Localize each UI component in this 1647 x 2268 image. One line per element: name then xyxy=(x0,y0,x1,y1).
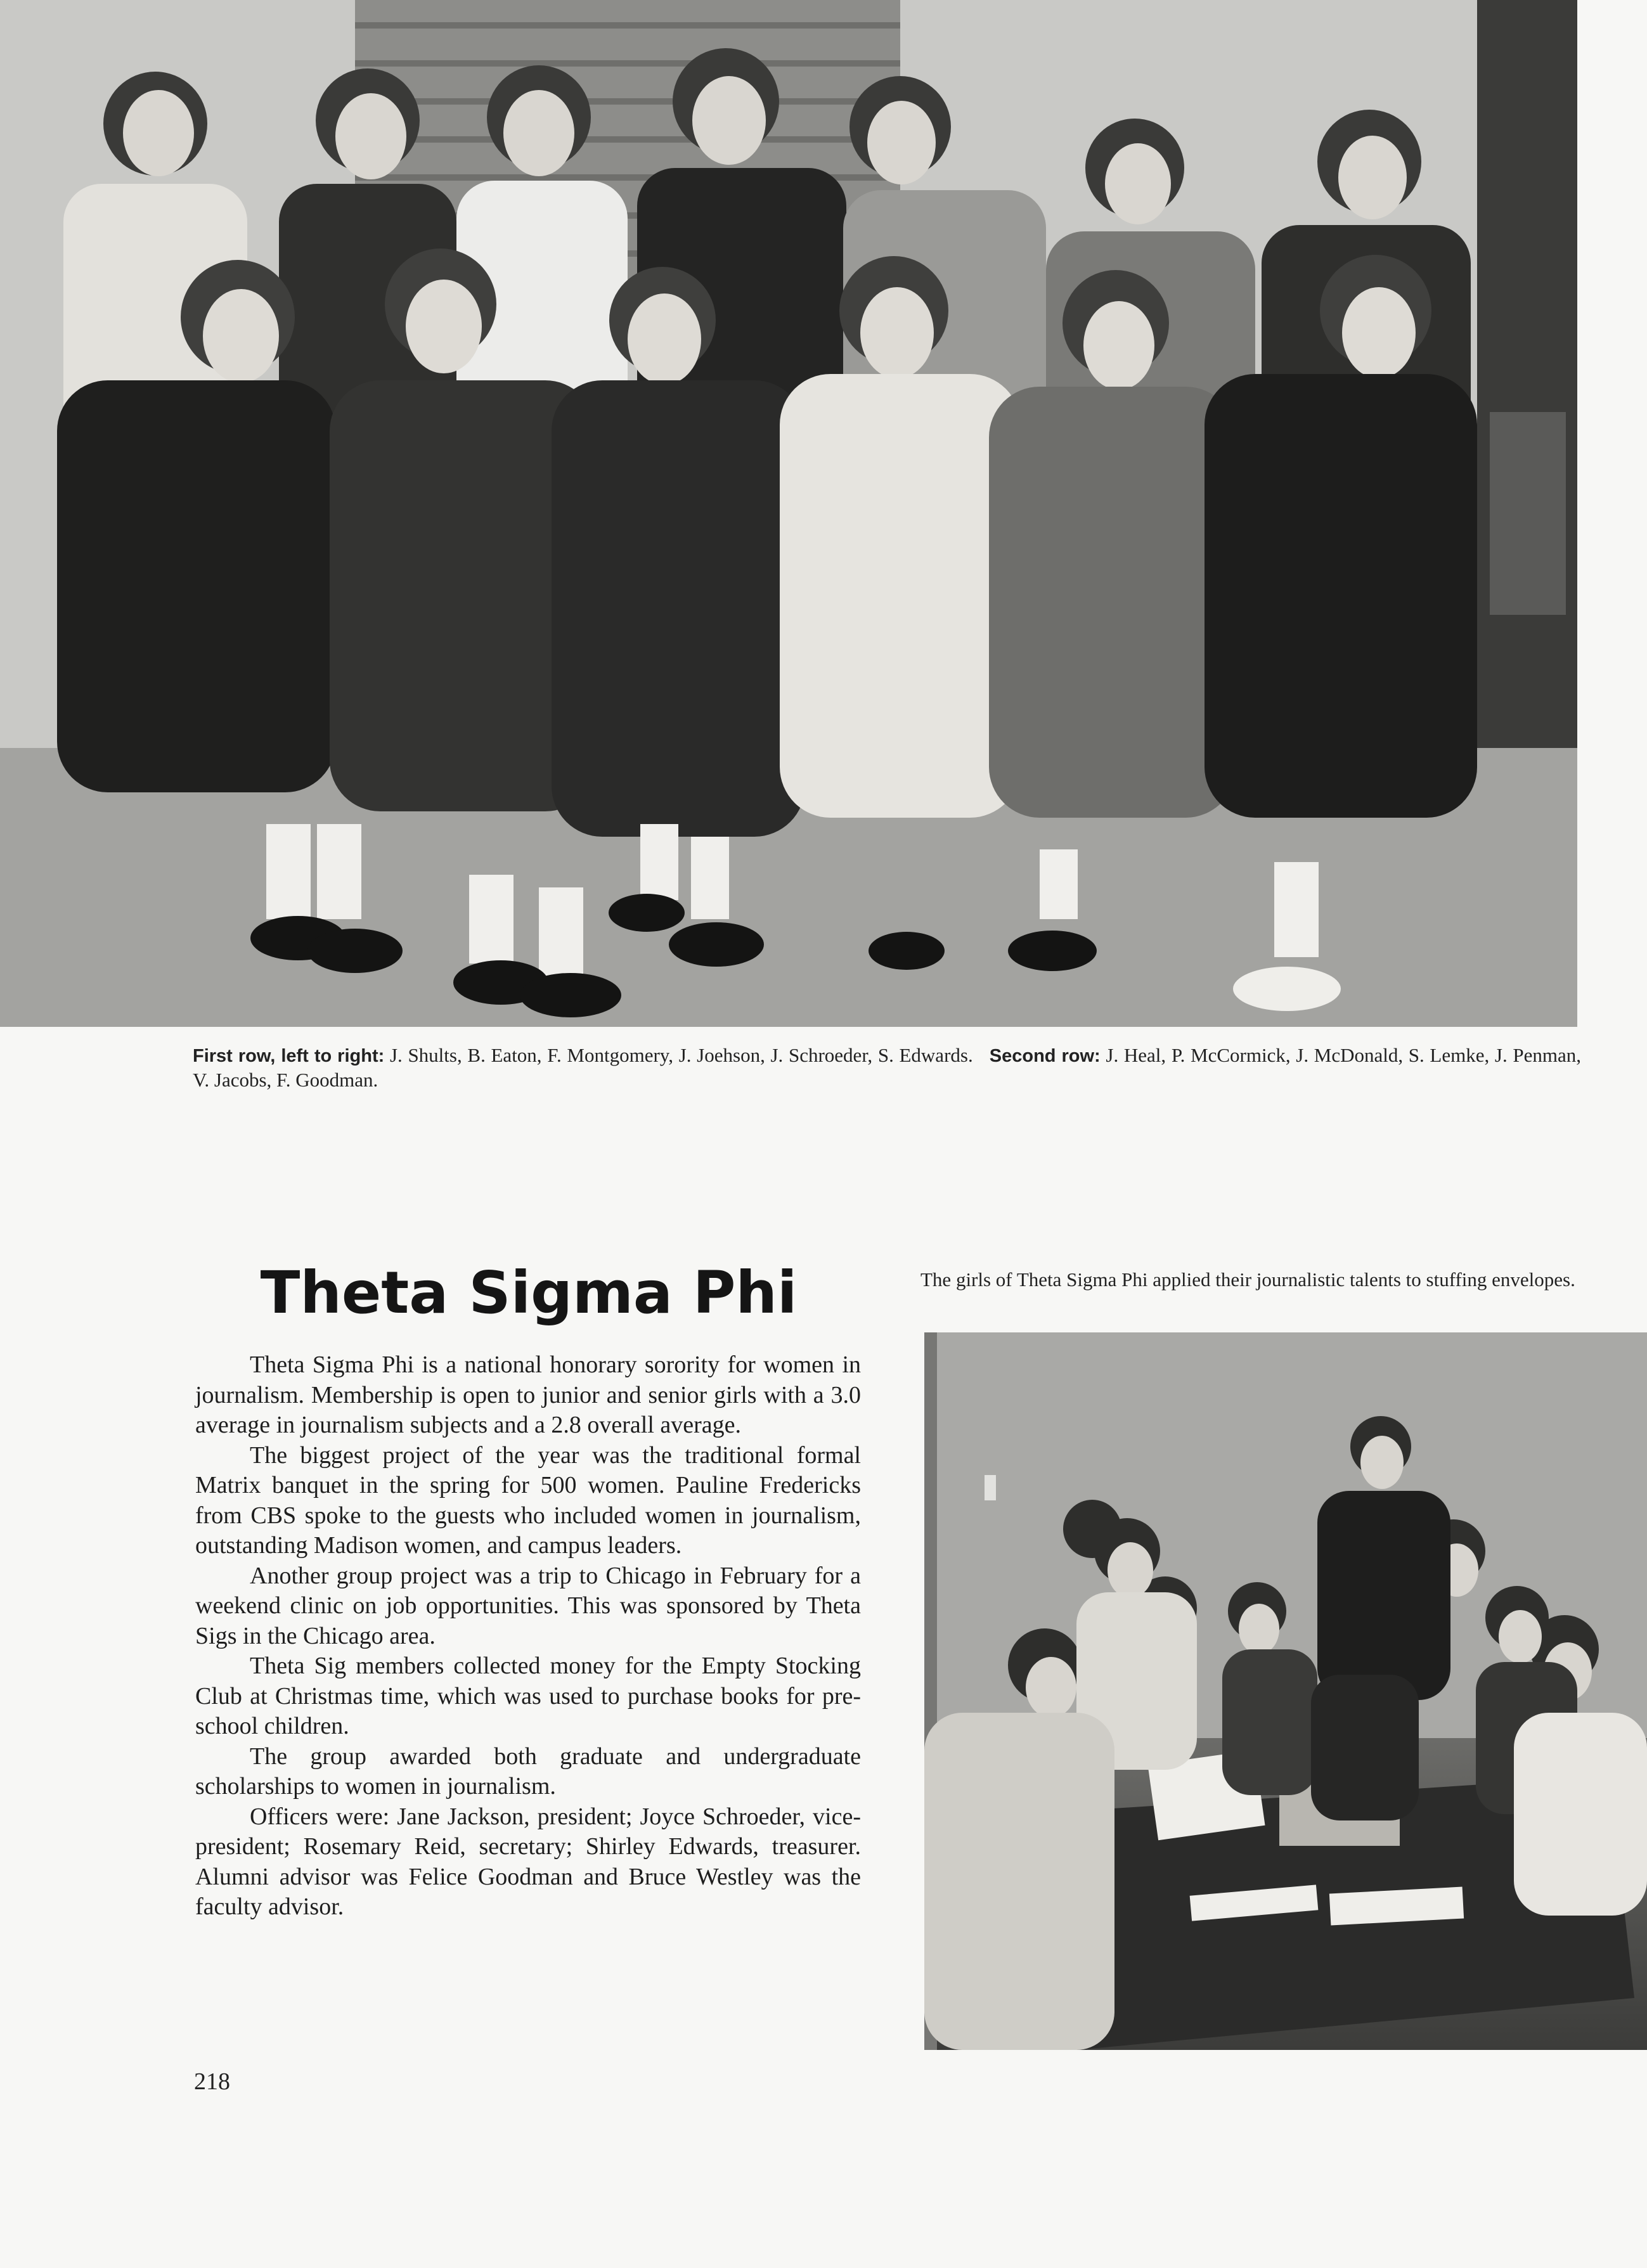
first-row-label: First row, left to right: xyxy=(193,1046,385,1066)
envelope-stuffing-illustration xyxy=(924,1332,1647,2050)
article-paragraph: Another group project was a trip to Chicago in February for a weekend clinic on job opportunities. This was sponsored by Theta Sigs in the Chicago area. xyxy=(195,1562,861,1649)
page-number: 218 xyxy=(194,2068,230,2095)
article-paragraph: The biggest project of the year was the traditional formal Matrix banquet in the spring for 500 women. Pauline Fredericks from CBS spoke to the guests who included women in journalism, outstanding Madison women, and campus leaders. xyxy=(195,1441,861,1559)
article-paragraph: Theta Sigma Phi is a national honorary sorority for women in journalism. Membership is open to junior and senior girls with a 3.0 average in journalism subjects and a 2.8 overall average. xyxy=(195,1351,861,1438)
article-paragraph: Officers were: Jane Jackson, president; Joyce Schroeder, vice-president; Rosemary Reid, secretary; Shirley Edwards, treasurer. Alumni advisor was Felice Goodman and Bruce Westley was the faculty advisor. xyxy=(195,1803,861,1920)
article-body xyxy=(195,1350,861,1923)
second-row-names: J. Heal, P. McCormick, J. McDonald, S. Lemke, J. Penman, V. Jacobs, F. Goodman. xyxy=(193,1044,1582,1091)
group-photo-caption xyxy=(193,1043,1581,1092)
first-row-names: J. Shults, B. Eaton, F. Montgomery, J. Joehson, J. Schroeder, S. Edwards. xyxy=(389,1044,973,1066)
photo-caption: The girls of Theta Sigma Phi applied their journalistic talents to stuffing envelopes. xyxy=(920,1268,1575,1291)
group-photo xyxy=(0,0,1577,1027)
envelope-stuffing-photo xyxy=(924,1332,1647,2050)
group-photo-illustration xyxy=(0,0,1577,1027)
second-row-label: Second row: xyxy=(989,1046,1101,1066)
article-title: Theta Sigma Phi xyxy=(260,1259,798,1327)
article-paragraph: Theta Sig members collected money for the Empty Stocking Club at Christmas time, which was used to purchase books for pre-school children. xyxy=(195,1653,861,1739)
article-paragraph: The group awarded both graduate and undergraduate scholarships to women in journalism. xyxy=(195,1743,861,1800)
